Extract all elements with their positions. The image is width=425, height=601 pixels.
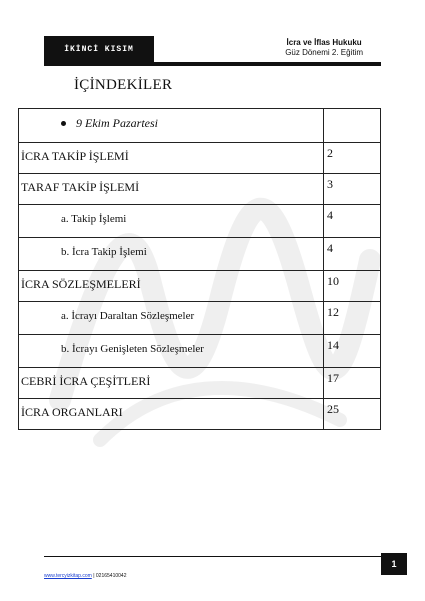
- toc-row-label: b. İcra Takip İşlemi: [19, 238, 324, 271]
- toc-row-label: a. İcrayı Daraltan Sözleşmeler: [19, 302, 324, 335]
- toc-row-page: 3: [324, 174, 381, 205]
- toc-row-label: İCRA TAKİP İŞLEMİ: [19, 143, 324, 174]
- toc-row-date: [19, 109, 381, 143]
- page-number: 1: [381, 553, 407, 575]
- toc-row-page: 4: [324, 205, 381, 238]
- toc-row-label: a. Takip İşlemi: [19, 205, 324, 238]
- toc-row[interactable]: [19, 302, 381, 335]
- course-subtitle: Güz Dönemi 2. Eğitim: [285, 48, 363, 57]
- header-rule: [44, 62, 381, 66]
- toc-title: İÇİNDEKİLER: [74, 77, 173, 93]
- toc-row-page: [324, 109, 381, 143]
- section-label: İKİNCİ KISIM: [44, 36, 154, 62]
- toc-row-label: TARAF TAKİP İŞLEMİ: [19, 174, 324, 205]
- toc-row-label: İCRA SÖZLEŞMELERİ: [19, 271, 324, 302]
- course-title: İcra ve İflas Hukuku: [286, 38, 362, 47]
- toc-row[interactable]: [19, 271, 381, 302]
- bullet-icon: [61, 121, 66, 126]
- toc-row[interactable]: [19, 238, 381, 271]
- toc-row[interactable]: [19, 143, 381, 174]
- toc-row-label: b. İcrayı Genişleten Sözleşmeler: [19, 335, 324, 368]
- footer-rule: [44, 556, 381, 557]
- toc-row-page: 4: [324, 238, 381, 271]
- toc-row[interactable]: [19, 368, 381, 399]
- phone-number: 02165410042: [95, 573, 127, 579]
- toc-row-page: 25: [324, 399, 381, 430]
- toc-row[interactable]: [19, 335, 381, 368]
- toc-row[interactable]: [19, 399, 381, 430]
- footer-contact: [44, 573, 126, 579]
- toc-table: [18, 108, 381, 430]
- toc-row[interactable]: [19, 205, 381, 238]
- footer-separator: |: [93, 573, 95, 579]
- website-link[interactable]: www.tercyizkitap.com: [44, 573, 92, 579]
- toc-row-page: 17: [324, 368, 381, 399]
- course-header: [285, 38, 363, 58]
- toc-row-label: 9 Ekim Pazartesi: [19, 109, 324, 143]
- toc-row-page: 10: [324, 271, 381, 302]
- toc-row-page: 2: [324, 143, 381, 174]
- toc-row[interactable]: [19, 174, 381, 205]
- toc-row-label: İCRA ORGANLARI: [19, 399, 324, 430]
- toc-row-page: 14: [324, 335, 381, 368]
- toc-row-page: 12: [324, 302, 381, 335]
- toc-row-label: CEBRİ İCRA ÇEŞİTLERİ: [19, 368, 324, 399]
